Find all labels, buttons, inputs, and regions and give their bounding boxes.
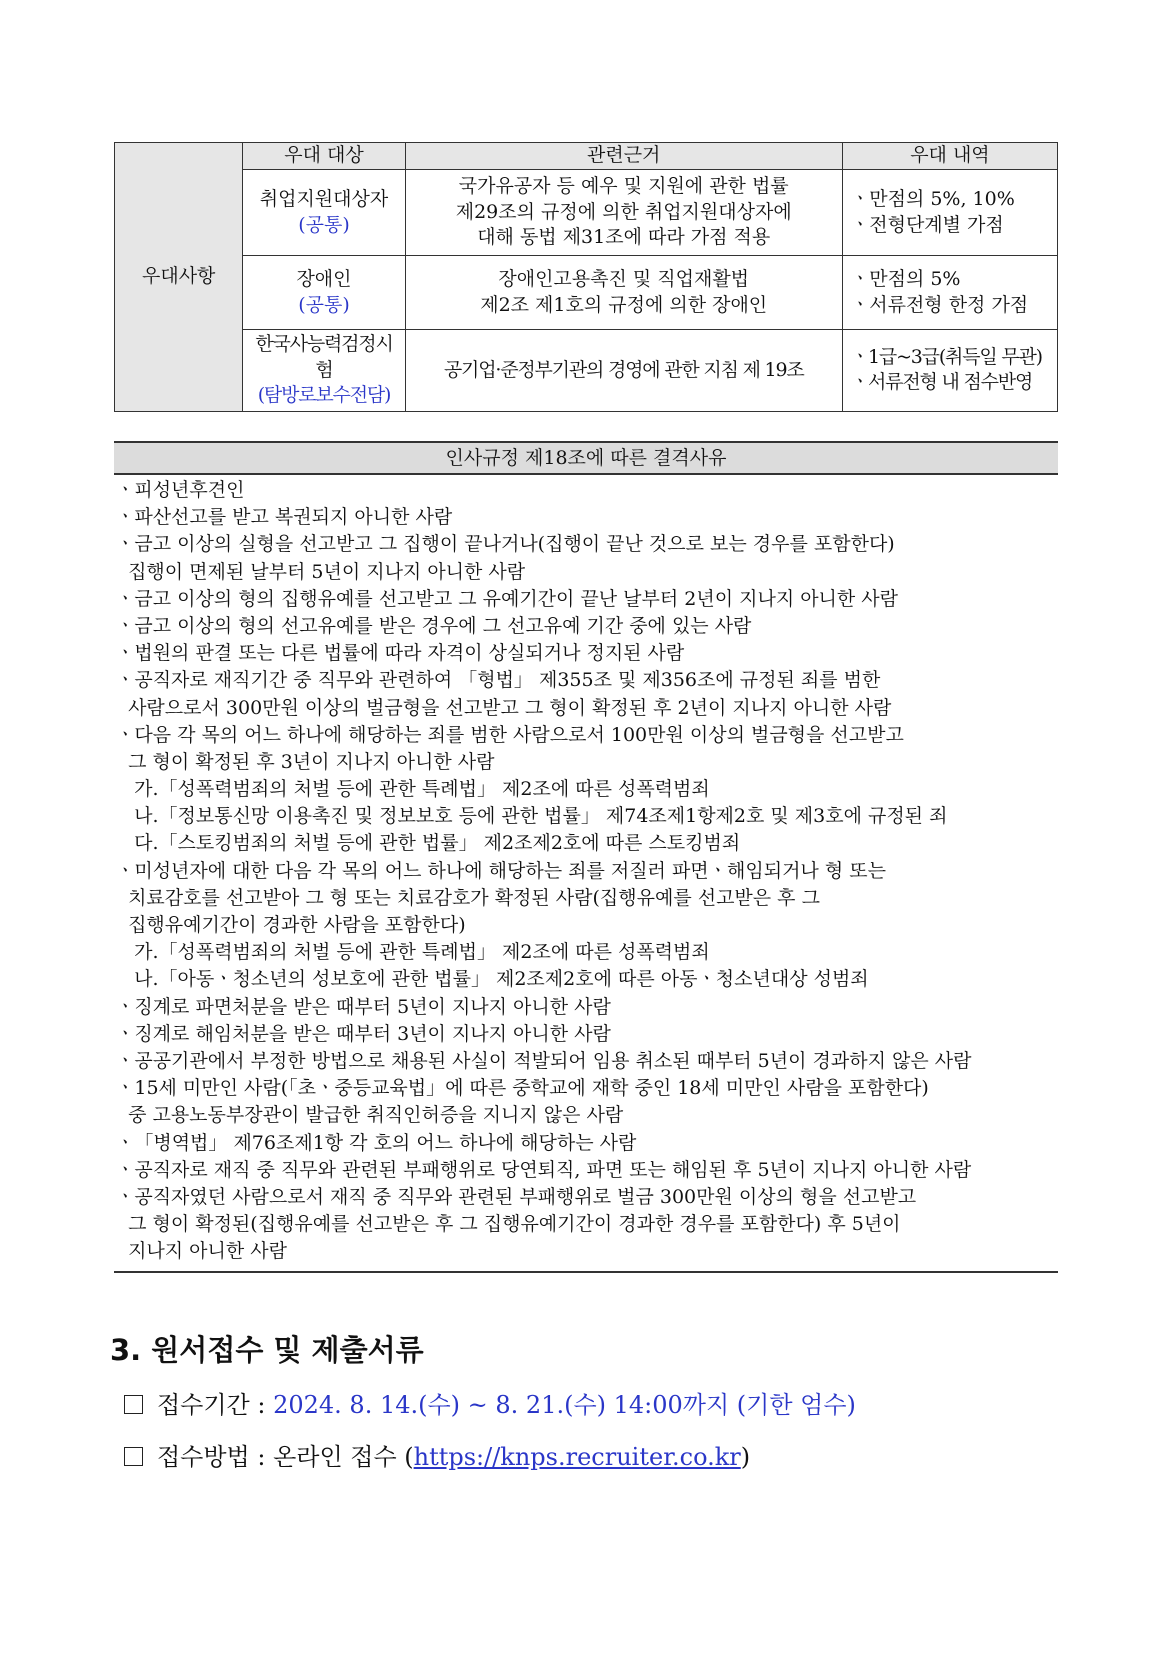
basis-cell bbox=[405, 330, 842, 412]
detail-item: 만점의 5%, 10% bbox=[869, 187, 1015, 210]
subject-cell bbox=[243, 330, 405, 412]
preference-table bbox=[114, 142, 1058, 412]
disqualification-item: 나.「정보통신망 이용촉진 및 정보보호 등에 관한 법률」 제74조제1항제2호 및 제3호에 규정된 죄 bbox=[116, 805, 948, 828]
disqualification-item: ㆍ공공기관에서 부정한 방법으로 채용된 사실이 적발되어 임용 취소된 때부터 5년이 경과하지 않은 사람 bbox=[116, 1049, 972, 1072]
detail-item: 만점의 5% bbox=[869, 267, 961, 290]
disqualification-item: 지나지 아니한 사람 bbox=[116, 1240, 287, 1263]
disqualification-item: 다.「스토킹범죄의 처벌 등에 관한 법률」 제2조제2호에 따른 스토킹범죄 bbox=[116, 832, 741, 855]
application-url-link[interactable]: https://knps.recruiter.co.kr bbox=[413, 1443, 741, 1471]
disqualification-item: ㆍ징계로 해임처분을 받은 때부터 3년이 지나지 아니한 사람 bbox=[116, 1022, 611, 1045]
disqualification-item: ㆍ15세 미만인 사람(「초ㆍ중등교육법」에 따른 중학교에 재학 중인 18세 미만인 사람을 포함한다) bbox=[116, 1077, 929, 1100]
table-row bbox=[115, 170, 1058, 256]
detail-item: 전형단계별 가점 bbox=[869, 213, 1004, 236]
disqualification-item: 그 형이 확정된 후 3년이 지나지 아니한 사람 bbox=[116, 750, 495, 773]
basis-line: 제2조 제1호의 규정에 의한 장애인 bbox=[480, 293, 768, 316]
disqualification-item: 집행이 면제된 날부터 5년이 지나지 아니한 사람 bbox=[116, 560, 526, 583]
period-label: 접수기간 : bbox=[157, 1391, 274, 1419]
disqualification-item: ㆍ「병역법」 제76조제1항 각 호의 어느 하나에 해당하는 사람 bbox=[116, 1131, 637, 1154]
basis-line: 장애인고용촉진 및 직업재활법 bbox=[498, 267, 750, 290]
disqualification-item: 집행유예기간이 경과한 사람을 포함한다) bbox=[116, 914, 466, 936]
details-cell: ㆍ만점의 5%, 10% ㆍ전형단계별 가점 bbox=[842, 170, 1057, 256]
checkbox-icon bbox=[124, 1447, 143, 1466]
disqualification-item: ㆍ법원의 판결 또는 다른 법률에 따라 자격이 상실되거나 정지된 사람 bbox=[116, 642, 685, 665]
subject-scope: (공통) bbox=[298, 293, 350, 316]
subject-scope: (탐방로보수전담) bbox=[257, 384, 391, 407]
basis-line: 국가유공자 등 예우 및 지원에 관한 법률 bbox=[458, 175, 789, 198]
basis-line: 공기업·준정부기관의 경영에 관한 지침 제 19조 bbox=[443, 358, 804, 381]
detail-item: 서류전형 한정 가점 bbox=[869, 293, 1029, 316]
basis-line: 대해 동법 제31조에 따라 가점 적용 bbox=[477, 226, 771, 249]
disqualification-item: ㆍ공직자로 재직기간 중 직무와 관련하여 「형법」 제355조 및 제356조에 규정된 죄를 범한 bbox=[116, 669, 881, 692]
disqualification-item: 그 형이 확정된(집행유예를 선고받은 후 그 집행유예기간이 경과한 경우를 포함한다) 후 5년이 bbox=[116, 1213, 901, 1236]
header-subject: 우대 대상 bbox=[243, 143, 405, 170]
method-suffix: ) bbox=[740, 1443, 751, 1471]
disqualification-item: ㆍ다음 각 목의 어느 하나에 해당하는 죄를 범한 사람으로서 100만원 이상의 벌금형을 선고받고 bbox=[116, 723, 904, 746]
subject-scope: (공통) bbox=[298, 213, 350, 236]
disqualification-item: ㆍ파산선고를 받고 복권되지 아니한 사람 bbox=[116, 506, 453, 529]
disqualification-item: ㆍ금고 이상의 형의 선고유예를 받은 경우에 그 선고유예 기간 중에 있는 사람 bbox=[116, 614, 752, 637]
group-label: 우대사항 bbox=[115, 143, 243, 412]
period-value: 2024. 8. 14.(수) ~ 8. 21.(수) 14:00까지 (기한 엄수) bbox=[273, 1391, 856, 1419]
subject-cell bbox=[243, 170, 405, 256]
basis-line: 제29조의 규정에 의한 취업지원대상자에 bbox=[455, 200, 792, 223]
subject-name: 장애인 bbox=[296, 267, 352, 290]
table-row bbox=[115, 256, 1058, 330]
details-cell: ㆍ1급~3급(취득일 무관) ㆍ서류전형 내 점수반영 bbox=[842, 330, 1057, 412]
disqualification-item: ㆍ금고 이상의 실형을 선고받고 그 집행이 끝나거나(집행이 끝난 것으로 보는 경우를 포함한다) bbox=[116, 533, 895, 556]
disqualification-item: 중 고용노동부장관이 발급한 취직인허증을 지니지 않은 사람 bbox=[116, 1104, 624, 1127]
subject-name: 취업지원대상자 bbox=[259, 187, 389, 210]
application-period bbox=[124, 1385, 856, 1420]
disqualification-item: 치료감호를 선고받아 그 형 또는 치료감호가 확정된 사람(집행유예를 선고받은 후 그 bbox=[116, 886, 820, 909]
detail-item: 서류전형 내 점수반영 bbox=[868, 371, 1033, 394]
method-label: 접수방법 : 온라인 접수 ( bbox=[157, 1443, 414, 1471]
basis-cell bbox=[405, 170, 842, 256]
disqualification-item: ㆍ공직자로 재직 중 직무와 관련된 부패행위로 당연퇴직, 파면 또는 해임된 후 5년이 지나지 아니한 사람 bbox=[116, 1158, 972, 1181]
subject-cell bbox=[243, 256, 405, 330]
detail-item: 1급~3급(취득일 무관) bbox=[868, 345, 1042, 368]
disqualification-list bbox=[114, 475, 1058, 1273]
section-title: 3. 원서접수 및 제출서류 bbox=[110, 1333, 424, 1367]
disqualification-title: 인사규정 제18조에 따른 결격사유 bbox=[114, 441, 1058, 475]
disqualification-item: ㆍ미성년자에 대한 다음 각 목의 어느 하나에 해당하는 죄를 저질러 파면ㆍ해임되거나 형 또는 bbox=[116, 859, 886, 882]
disqualification-item: ㆍ금고 이상의 형의 집행유예를 선고받고 그 유예기간이 끝난 날부터 2년이 지나지 아니한 사람 bbox=[116, 587, 899, 610]
checkbox-icon bbox=[124, 1395, 143, 1414]
header-basis: 관련근거 bbox=[405, 143, 842, 170]
disqualification-item: ㆍ공직자였던 사람으로서 재직 중 직무와 관련된 부패행위로 벌금 300만원 이상의 형을 선고받고 bbox=[116, 1185, 917, 1208]
basis-cell bbox=[405, 256, 842, 330]
table-row bbox=[115, 330, 1058, 412]
header-details: 우대 내역 bbox=[842, 143, 1057, 170]
details-cell: ㆍ만점의 5% ㆍ서류전형 한정 가점 bbox=[842, 256, 1057, 330]
disqualification-item: ㆍ징계로 파면처분을 받은 때부터 5년이 지나지 아니한 사람 bbox=[116, 995, 611, 1018]
application-method bbox=[124, 1437, 750, 1472]
subject-name: 한국사능력검정시험 bbox=[255, 333, 393, 381]
disqualification-box bbox=[114, 441, 1058, 1273]
disqualification-item: 가.「성폭력범죄의 처벌 등에 관한 특례법」 제2조에 따른 성폭력범죄 bbox=[116, 941, 710, 964]
disqualification-item: 가.「성폭력범죄의 처벌 등에 관한 특례법」 제2조에 따른 성폭력범죄 bbox=[116, 778, 710, 801]
disqualification-item: ㆍ피성년후견인 bbox=[116, 479, 245, 501]
disqualification-item: 나.「아동ㆍ청소년의 성보호에 관한 법률」 제2조제2호에 따른 아동ㆍ청소년대상 성범죄 bbox=[116, 968, 869, 991]
disqualification-item: 사람으로서 300만원 이상의 벌금형을 선고받고 그 형이 확정된 후 2년이 지나지 아니한 사람 bbox=[116, 696, 892, 719]
